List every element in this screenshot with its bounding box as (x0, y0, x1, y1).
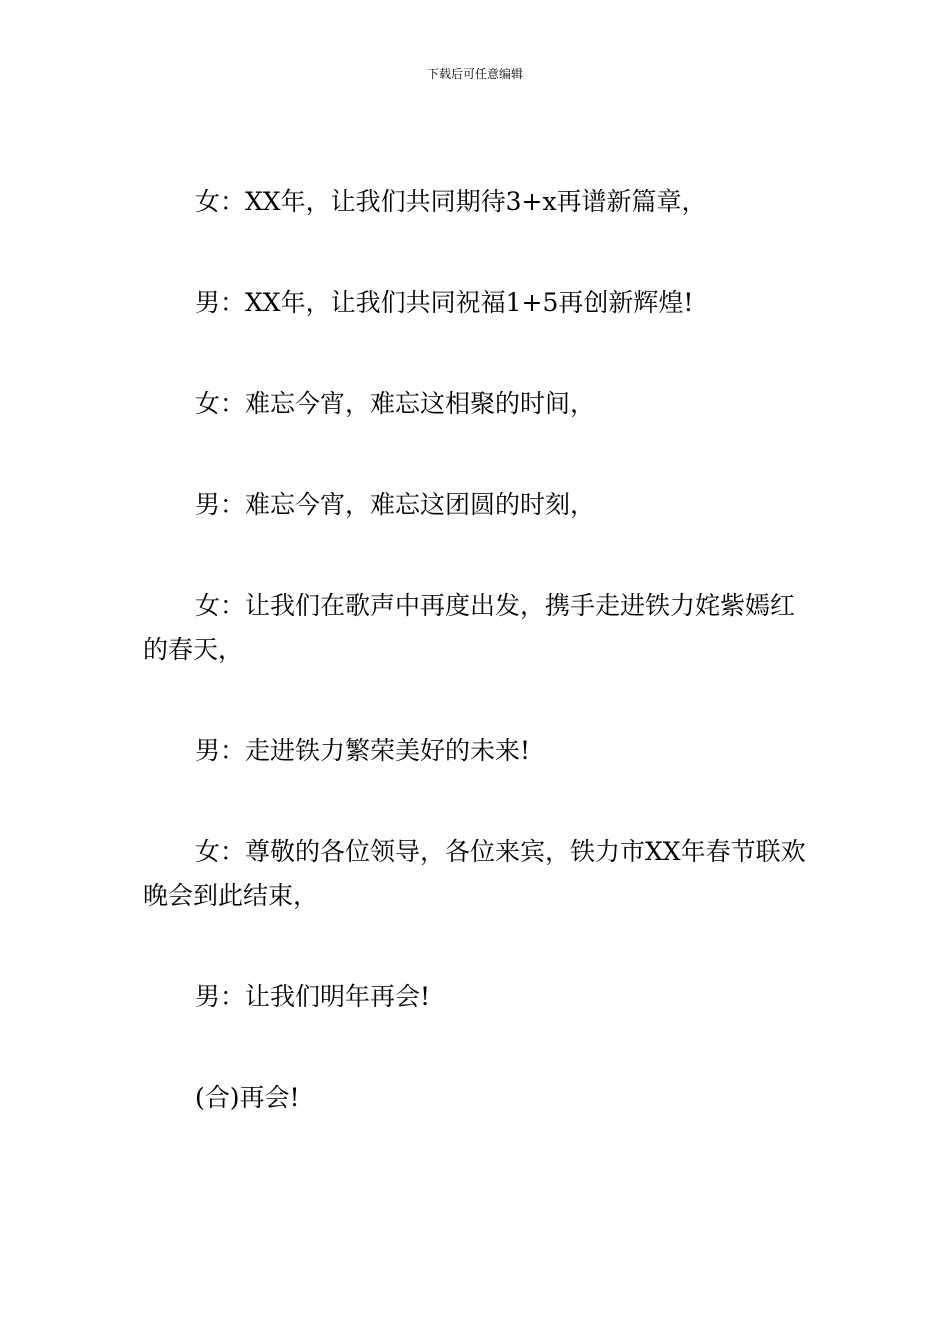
header-note: 下载后可任意编辑 (426, 67, 523, 81)
document-body (143, 180, 811, 1177)
paragraph: 女：难忘今宵，难忘这相聚的时间， (195, 389, 596, 418)
paragraph: 男：XX年，让我们共同祝福1+5再创新辉煌! (195, 288, 694, 317)
paragraph: 男：让我们明年再会! (195, 982, 431, 1011)
page-header (0, 66, 950, 82)
paragraph: 女：尊敬的各位领导，各位来宾，铁力市XX年春节联欢晚会到此结束， (143, 837, 806, 910)
paragraph: (合)再会! (195, 1083, 300, 1112)
paragraph: 男：难忘今宵，难忘这团圆的时刻， (195, 490, 596, 519)
paragraph: 女：让我们在歌声中再度出发，携手走进铁力姹紫嫣红的春天， (143, 591, 796, 664)
paragraph: 女：XX年，让我们共同期待3+x再谱新篇章， (195, 187, 707, 216)
paragraph: 男：走进铁力繁荣美好的未来! (195, 736, 531, 765)
